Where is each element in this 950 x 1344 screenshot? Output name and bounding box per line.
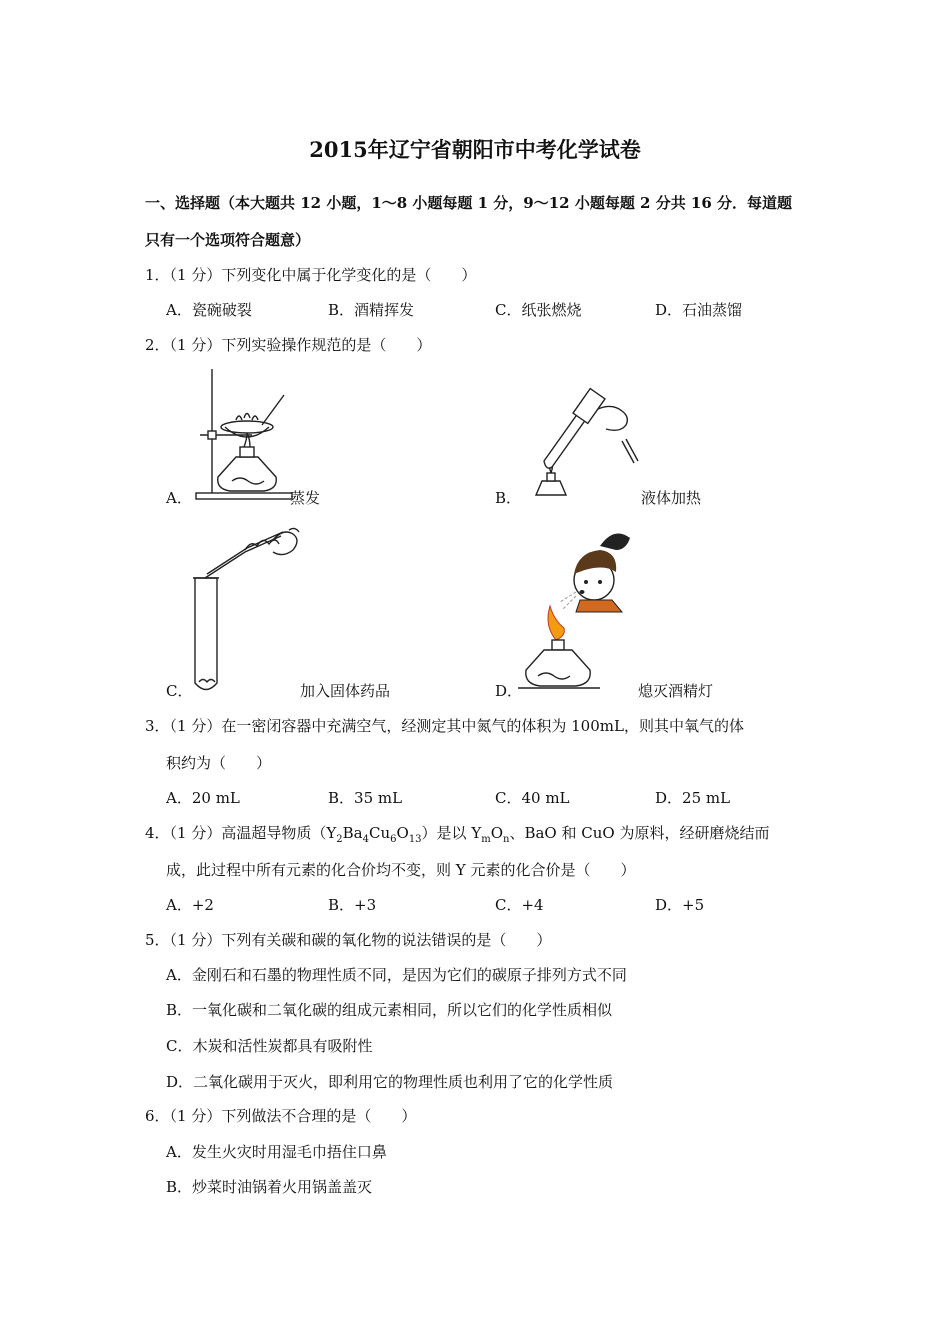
question-4-stem-line2: 成，此过程中所有元素的化合价均不变，则 Y 元素的化合价是（ ） xyxy=(166,861,636,879)
q2-option-c-label: 加入固体药品 xyxy=(300,682,391,700)
liquid-heating-image xyxy=(520,385,645,500)
q2-option-a-letter: A． xyxy=(166,489,192,507)
question-2-stem: 2．（1 分）下列实验操作规范的是（ ） xyxy=(145,336,432,354)
q6-option-b: B．炒菜时油锅着火用锅盖盖灭 xyxy=(166,1178,373,1196)
q2-option-a-label: 蒸发 xyxy=(290,489,321,507)
extinguish-alcohol-lamp-image xyxy=(530,530,645,695)
q5-option-d: D．二氧化碳用于灭火，即利用它的物理性质也利用了它的化学性质 xyxy=(166,1073,614,1091)
q4-option-b: B．+3 xyxy=(328,896,377,914)
question-4-stem-line1: 4．（1 分）高温超导物质$(Y_2Ba_4Cu_6O_{13})$是以 $Y_mO_n$、BaO 和 CuO 为原料，经研磨烧结而 xyxy=(145,824,770,845)
page-title: 2015年辽宁省朝阳市中考化学试卷 xyxy=(309,137,641,162)
q5-option-b: B．一氧化碳和二氧化碳的组成元素相同，所以它们的化学性质相似 xyxy=(166,1001,613,1019)
q2-option-c-letter: C． xyxy=(166,682,193,700)
q4-option-d: D．+5 xyxy=(655,896,705,914)
q5-option-a: A．金刚石和石墨的物理性质不同，是因为它们的碳原子排列方式不同 xyxy=(166,966,627,984)
q3-option-c: C．40 mL xyxy=(495,789,570,807)
q4-option-a: A．+2 xyxy=(166,896,214,914)
q1-option-b: B．酒精挥发 xyxy=(328,301,415,319)
q1-option-c: C．纸张燃烧 xyxy=(495,301,582,319)
q3-option-b: B．35 mL xyxy=(328,789,403,807)
question-5-stem: 5．（1 分）下列有关碳和碳的氧化物的说法错误的是（ ） xyxy=(145,931,552,949)
question-1-stem: 1．（1 分）下列变化中属于化学变化的是（ ） xyxy=(145,266,477,284)
section-heading-line1: 一、选择题（本大题共 12 小题，1～8 小题每题 1 分，9～12 小题每题 2 分共 16 分．每道题 xyxy=(145,194,793,212)
question-3-stem-line1: 3．（1 分）在一密闭容器中充满空气，经测定其中氮气的体积为 100mL，则其中氧气的体 xyxy=(145,717,744,735)
q2-option-d-label: 熄灭酒精灯 xyxy=(638,682,714,700)
add-solid-reagent-image xyxy=(185,528,310,698)
q3-option-d: D．25 mL xyxy=(655,789,731,807)
question-6-stem: 6．（1 分）下列做法不合理的是（ ） xyxy=(145,1107,417,1125)
q1-option-d: D．石油蒸馏 xyxy=(655,301,743,319)
q2-option-b-letter: B． xyxy=(495,489,522,507)
question-3-stem-line2: 积约为（ ） xyxy=(166,754,272,772)
q5-option-c: C．木炭和活性炭都具有吸附性 xyxy=(166,1037,373,1055)
q6-option-a: A．发生火灾时用湿毛巾捂住口鼻 xyxy=(166,1143,387,1161)
evaporation-apparatus-image xyxy=(192,365,302,505)
q4-option-c: C．+4 xyxy=(495,896,544,914)
q2-option-b-label: 液体加热 xyxy=(641,489,702,507)
q2-option-d-letter: D． xyxy=(495,682,523,700)
q3-option-a: A．20 mL xyxy=(166,789,240,807)
section-heading-line2: 只有一个选项符合题意） xyxy=(145,231,311,249)
q1-option-a: A．瓷碗破裂 xyxy=(166,301,252,319)
